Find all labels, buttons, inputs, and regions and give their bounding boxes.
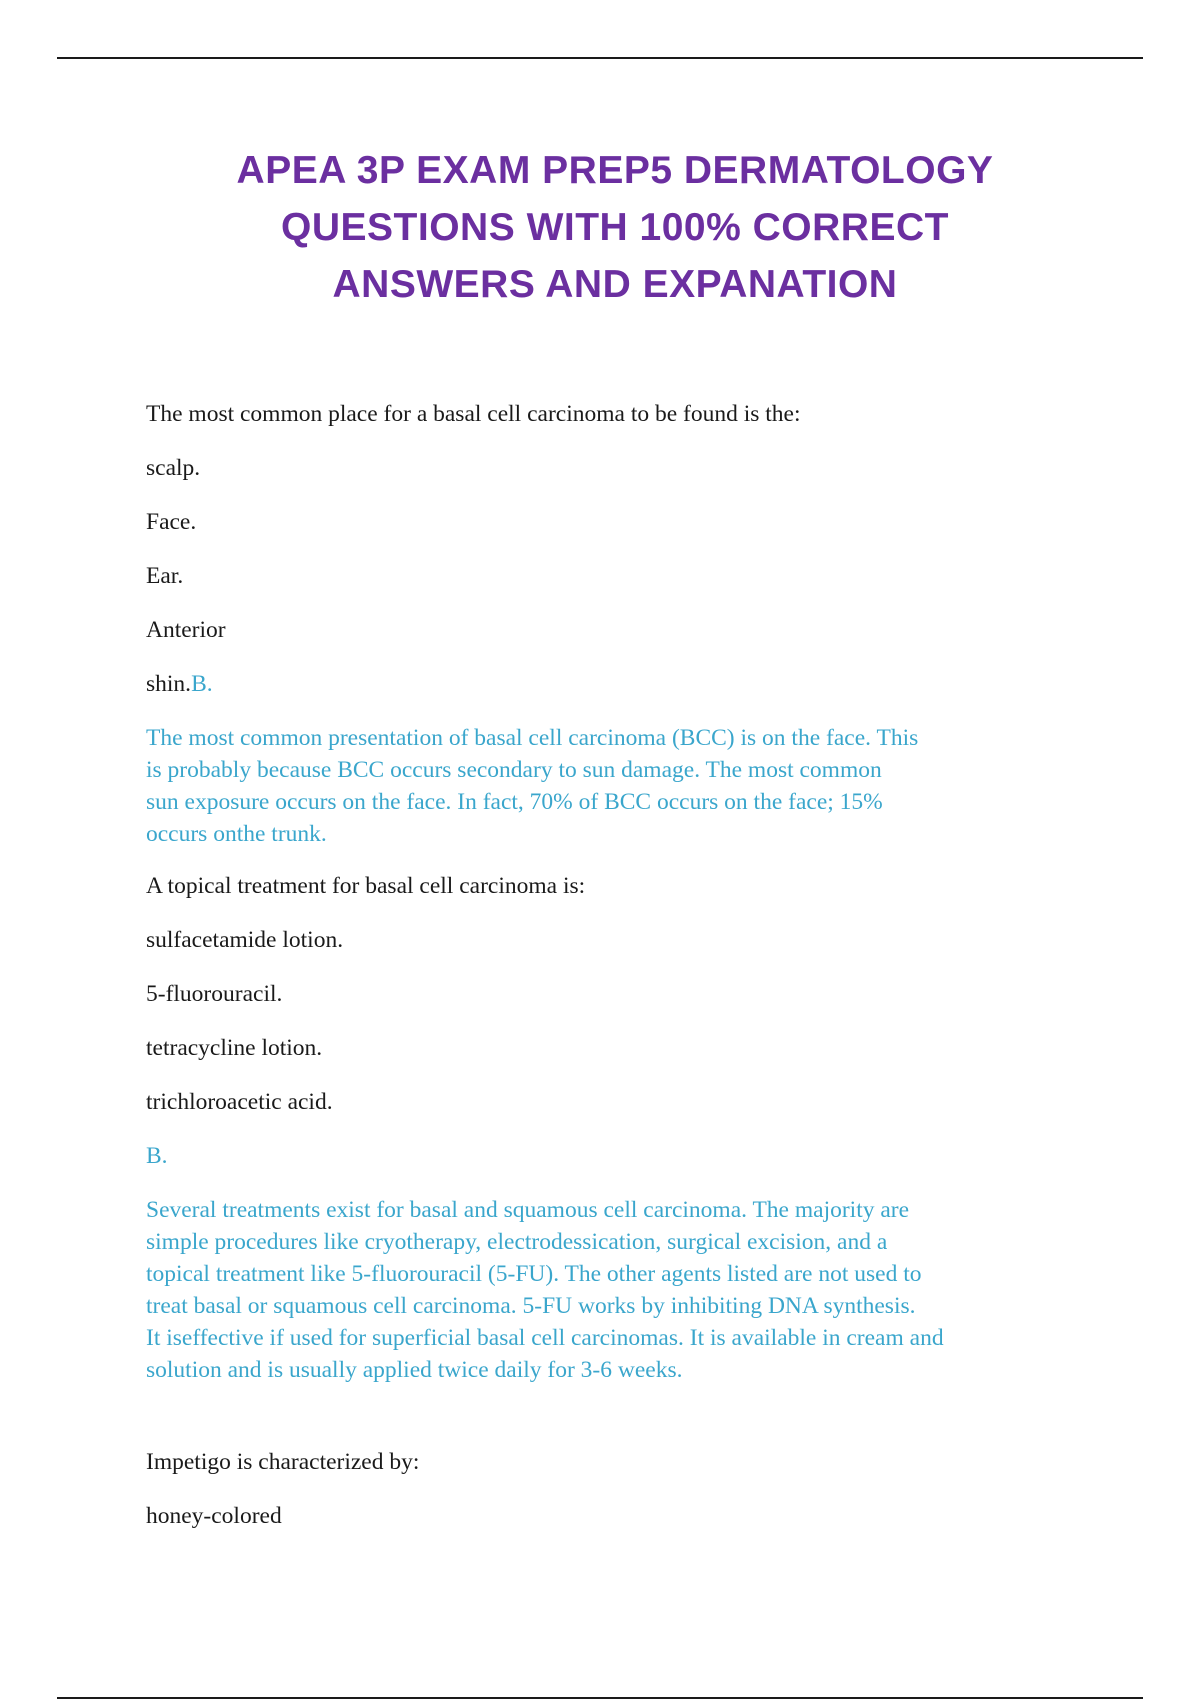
explanation-line: is probably because BCC occurs secondary to sun damage. The most common [146,757,882,783]
question-1-option-a: scalp. [146,455,201,481]
title-line-1: APEA 3P EXAM PREP5 DERMATOLOGY [236,149,994,192]
question-1-option-d-line-2 [146,668,1096,700]
question-3-prompt: Impetigo is characterized by: [146,1449,420,1475]
question-2-option-b: 5-fluorouracil. [146,981,283,1007]
question-3-option-a: honey-colored [146,1503,282,1529]
explanation-line: treat basal or squamous cell carcinoma. 5-FU works by inhibiting DNA synthesis. [146,1293,916,1319]
explanation-line: It iseffective if used for superficial basal cell carcinomas. It is available in cream and [146,1325,944,1351]
question-1-prompt: The most common place for a basal cell carcinoma to be found is the: [146,401,801,427]
explanation-line: solution and is usually applied twice daily for 3-6 weeks. [146,1357,683,1383]
explanation-line: occurs onthe trunk. [146,821,327,847]
question-1-option-c: Ear. [146,563,184,589]
bottom-rule [57,1697,1143,1699]
question-2-explanation [146,1194,1096,1386]
document-body [146,398,1096,1554]
question-1-option-b: Face. [146,509,197,535]
question-1-option-d-line-1: Anterior [146,617,226,643]
document-title [120,142,1110,313]
question-2-option-c: tetracycline lotion. [146,1035,323,1061]
top-rule [57,57,1143,59]
explanation-line: Several treatments exist for basal and squamous cell carcinoma. The majority are [146,1197,910,1223]
question-2-answer: B. [146,1143,168,1169]
title-line-3: ANSWERS AND EXPANATION [332,263,898,306]
explanation-line: sun exposure occurs on the face. In fact, 70% of BCC occurs on the face; 15% [146,789,883,815]
question-2-prompt: A topical treatment for basal cell carcinoma is: [146,873,586,899]
explanation-line: The most common presentation of basal cell carcinoma (BCC) is on the face. This [146,725,919,751]
question-1-option-d-text: shin. [146,671,192,697]
question-1-explanation [146,722,1096,850]
question-2-option-d: trichloroacetic acid. [146,1089,333,1115]
explanation-line: simple procedures like cryotherapy, electrodessication, surgical excision, and a [146,1229,888,1255]
question-2-option-a: sulfacetamide lotion. [146,927,344,953]
question-1-answer: B. [191,671,213,697]
title-line-2: QUESTIONS WITH 100% CORRECT [281,206,949,249]
explanation-line: topical treatment like 5-fluorouracil (5-FU). The other agents listed are not used to [146,1261,922,1287]
